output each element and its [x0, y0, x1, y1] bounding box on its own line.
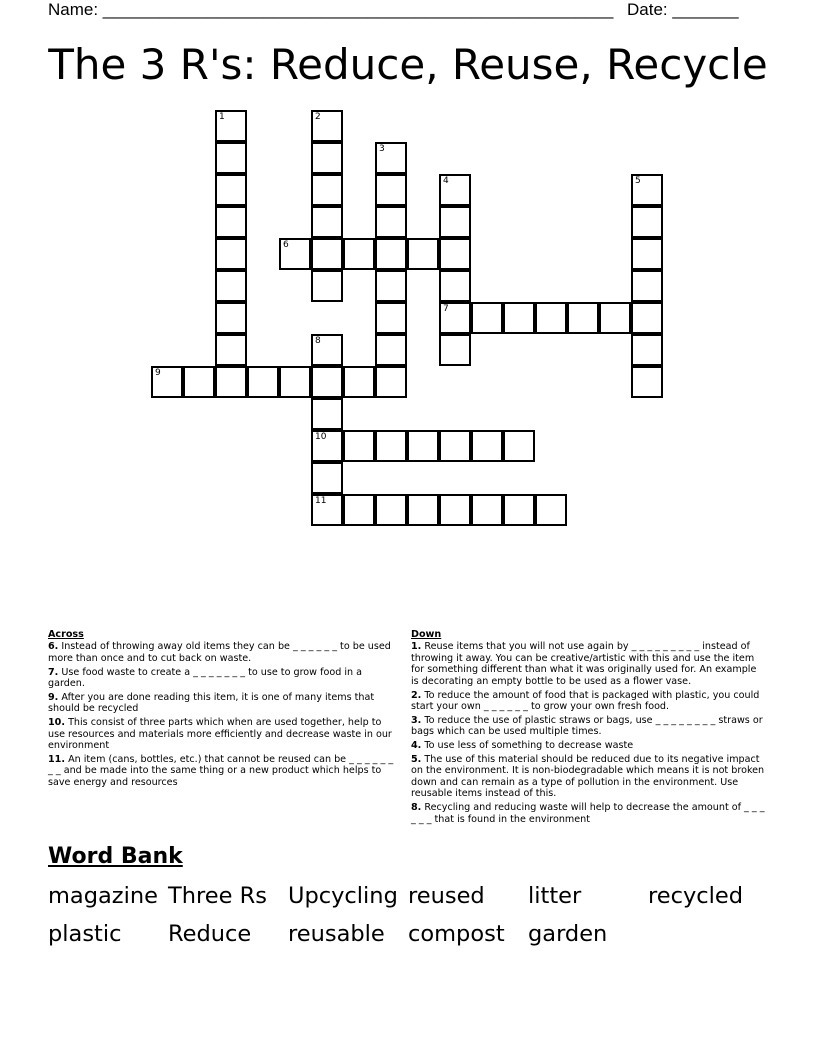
across-clue: 11. An item (cans, bottles, etc.) that cannot be reused can be _ _ _ _ _ _ _ _ and be made into the same thing or a new product which helps to save energy and resources [48, 754, 394, 788]
crossword-cell[interactable] [151, 366, 183, 398]
word-bank-item: Three Rs [168, 883, 267, 909]
crossword-cell[interactable] [503, 494, 535, 526]
clue-number: 7 [443, 304, 449, 314]
crossword-cell[interactable] [631, 302, 663, 334]
crossword-cell[interactable] [311, 430, 343, 462]
crossword-cell[interactable] [375, 174, 407, 206]
crossword-cell[interactable] [631, 334, 663, 366]
clue-number: 10 [315, 432, 327, 442]
crossword-cell[interactable] [407, 430, 439, 462]
crossword-cell[interactable] [535, 302, 567, 334]
clue-number: 1 [219, 112, 225, 122]
crossword-cell[interactable] [375, 302, 407, 334]
clue-number: 3 [379, 144, 385, 154]
crossword-cell[interactable] [631, 270, 663, 302]
crossword-cell[interactable] [375, 238, 407, 270]
crossword-cell[interactable] [439, 270, 471, 302]
crossword-cell[interactable] [375, 142, 407, 174]
crossword-cell[interactable] [439, 430, 471, 462]
crossword-cell[interactable] [439, 334, 471, 366]
crossword-cell[interactable] [567, 302, 599, 334]
crossword-cell[interactable] [631, 238, 663, 270]
crossword-cell[interactable] [343, 366, 375, 398]
crossword-cell[interactable] [343, 430, 375, 462]
crossword-cell[interactable] [471, 494, 503, 526]
across-clue: 6. Instead of throwing away old items they can be _ _ _ _ _ _ to be used more than once and to cut back on waste. [48, 641, 391, 664]
crossword-cell[interactable] [439, 302, 471, 334]
down-clue: 3. To reduce the use of plastic straws or bags, use _ _ _ _ _ _ _ _ straws or bags which can be used multiple times. [411, 714, 763, 738]
crossword-cell[interactable] [375, 206, 407, 238]
crossword-cell[interactable] [311, 366, 343, 398]
crossword-cell[interactable] [471, 302, 503, 334]
across-clue: 7. Use food waste to create a _ _ _ _ _ _ _ to use to grow food in a garden. [48, 666, 363, 690]
crossword-cell[interactable] [215, 142, 247, 174]
clue-number: 8 [315, 336, 321, 346]
crossword-cell[interactable] [535, 494, 567, 526]
word-bank-title: Word Bank [48, 844, 183, 869]
crossword-cell[interactable] [439, 206, 471, 238]
crossword-cell[interactable] [311, 334, 343, 366]
down-clue: 4. To use less of something to decrease waste [411, 740, 634, 752]
down-clue: 2. To reduce the amount of food that is packaged with plastic, you could start your own _ _ _ _ _ _ to grow your own fresh food. [411, 689, 760, 712]
crossword-cell[interactable] [215, 334, 247, 366]
word-bank-item: plastic [48, 921, 122, 947]
down-clues [411, 629, 767, 828]
word-bank-item: Upcycling [288, 883, 398, 909]
crossword-cell[interactable] [375, 494, 407, 526]
across-clue: 10. This consist of three parts which when are used together, help to use resources and materials more efficiently and decrease waste in our environment [48, 717, 392, 752]
page-title: The 3 R's: Reduce, Reuse, Recycle [48, 40, 768, 89]
crossword-cell[interactable] [375, 270, 407, 302]
crossword-cell[interactable] [311, 270, 343, 302]
crossword-cell[interactable] [215, 206, 247, 238]
crossword-cell[interactable] [311, 398, 343, 430]
crossword-cell[interactable] [343, 494, 375, 526]
crossword-cell[interactable] [439, 238, 471, 270]
crossword-cell[interactable] [439, 494, 471, 526]
crossword-cell[interactable] [183, 366, 215, 398]
clue-number: 6 [283, 240, 289, 250]
across-clue: 9. After you are done reading this item, it is one of many items that should be recycled [48, 692, 375, 715]
crossword-cell[interactable] [215, 302, 247, 334]
down-clue: 1. Reuse items that you will not use again by _ _ _ _ _ _ _ _ _ instead of throwing it away. You can be creative/artistic with this and use the item for something different than what it was originally used for. An example is decorating an empty bottle to be used as a flower vase. [411, 641, 757, 687]
clue-number: 4 [443, 176, 449, 186]
crossword-cell[interactable] [311, 174, 343, 206]
crossword-cell[interactable] [215, 270, 247, 302]
crossword-cell[interactable] [311, 206, 343, 238]
crossword-cell[interactable] [311, 238, 343, 270]
crossword-cell[interactable] [343, 238, 375, 270]
crossword-cell[interactable] [407, 238, 439, 270]
crossword-cell[interactable] [375, 334, 407, 366]
word-bank-item: magazine [48, 883, 158, 909]
down-heading: Down [411, 629, 442, 640]
crossword-cell[interactable] [311, 462, 343, 494]
crossword-cell[interactable] [215, 110, 247, 142]
across-heading: Across [48, 629, 84, 640]
crossword-cell[interactable] [215, 366, 247, 398]
word-bank-item: recycled [648, 883, 744, 909]
crossword-cell[interactable] [503, 430, 535, 462]
clue-number: 2 [315, 112, 321, 122]
crossword-cell[interactable] [279, 366, 311, 398]
word-bank-item: Reduce [168, 921, 252, 947]
crossword-cell[interactable] [215, 238, 247, 270]
date-line: Date: _______ [627, 0, 739, 19]
word-bank-item: litter [528, 883, 582, 909]
crossword-cell[interactable] [439, 174, 471, 206]
name-line: Name: ______________________________________________________ [48, 0, 614, 19]
down-clue: 8. Recycling and reducing waste will help to decrease the amount of _ _ _ _ _ _ that is found in the environment [411, 802, 765, 825]
down-clue: 5. The use of this material should be reduced due to its negative impact on the environment. It is non-biodegradable which means it is not broken down and can remain as a type of pollution in the environment. Use reusable items instead of this. [411, 754, 765, 800]
crossword-cell[interactable] [631, 174, 663, 206]
crossword-cell[interactable] [311, 494, 343, 526]
clue-number: 11 [315, 496, 327, 506]
word-bank-item: garden [528, 921, 608, 947]
crossword-cell[interactable] [471, 430, 503, 462]
crossword-cell[interactable] [599, 302, 631, 334]
crossword-cell[interactable] [631, 206, 663, 238]
crossword-cell[interactable] [375, 366, 407, 398]
crossword-cell[interactable] [215, 174, 247, 206]
across-clues [48, 629, 400, 791]
crossword-cell[interactable] [247, 366, 279, 398]
crossword-cell[interactable] [311, 110, 343, 142]
clue-number: 9 [155, 368, 161, 378]
word-bank-item: compost [408, 921, 505, 947]
crossword-cell[interactable] [407, 494, 439, 526]
word-bank-item: reused [408, 883, 485, 909]
crossword-cell[interactable] [375, 430, 407, 462]
crossword-cell[interactable] [311, 142, 343, 174]
crossword-cell[interactable] [279, 238, 311, 270]
crossword-cell[interactable] [631, 366, 663, 398]
clue-number: 5 [635, 176, 641, 186]
word-bank-item: reusable [288, 921, 385, 947]
crossword-cell[interactable] [503, 302, 535, 334]
